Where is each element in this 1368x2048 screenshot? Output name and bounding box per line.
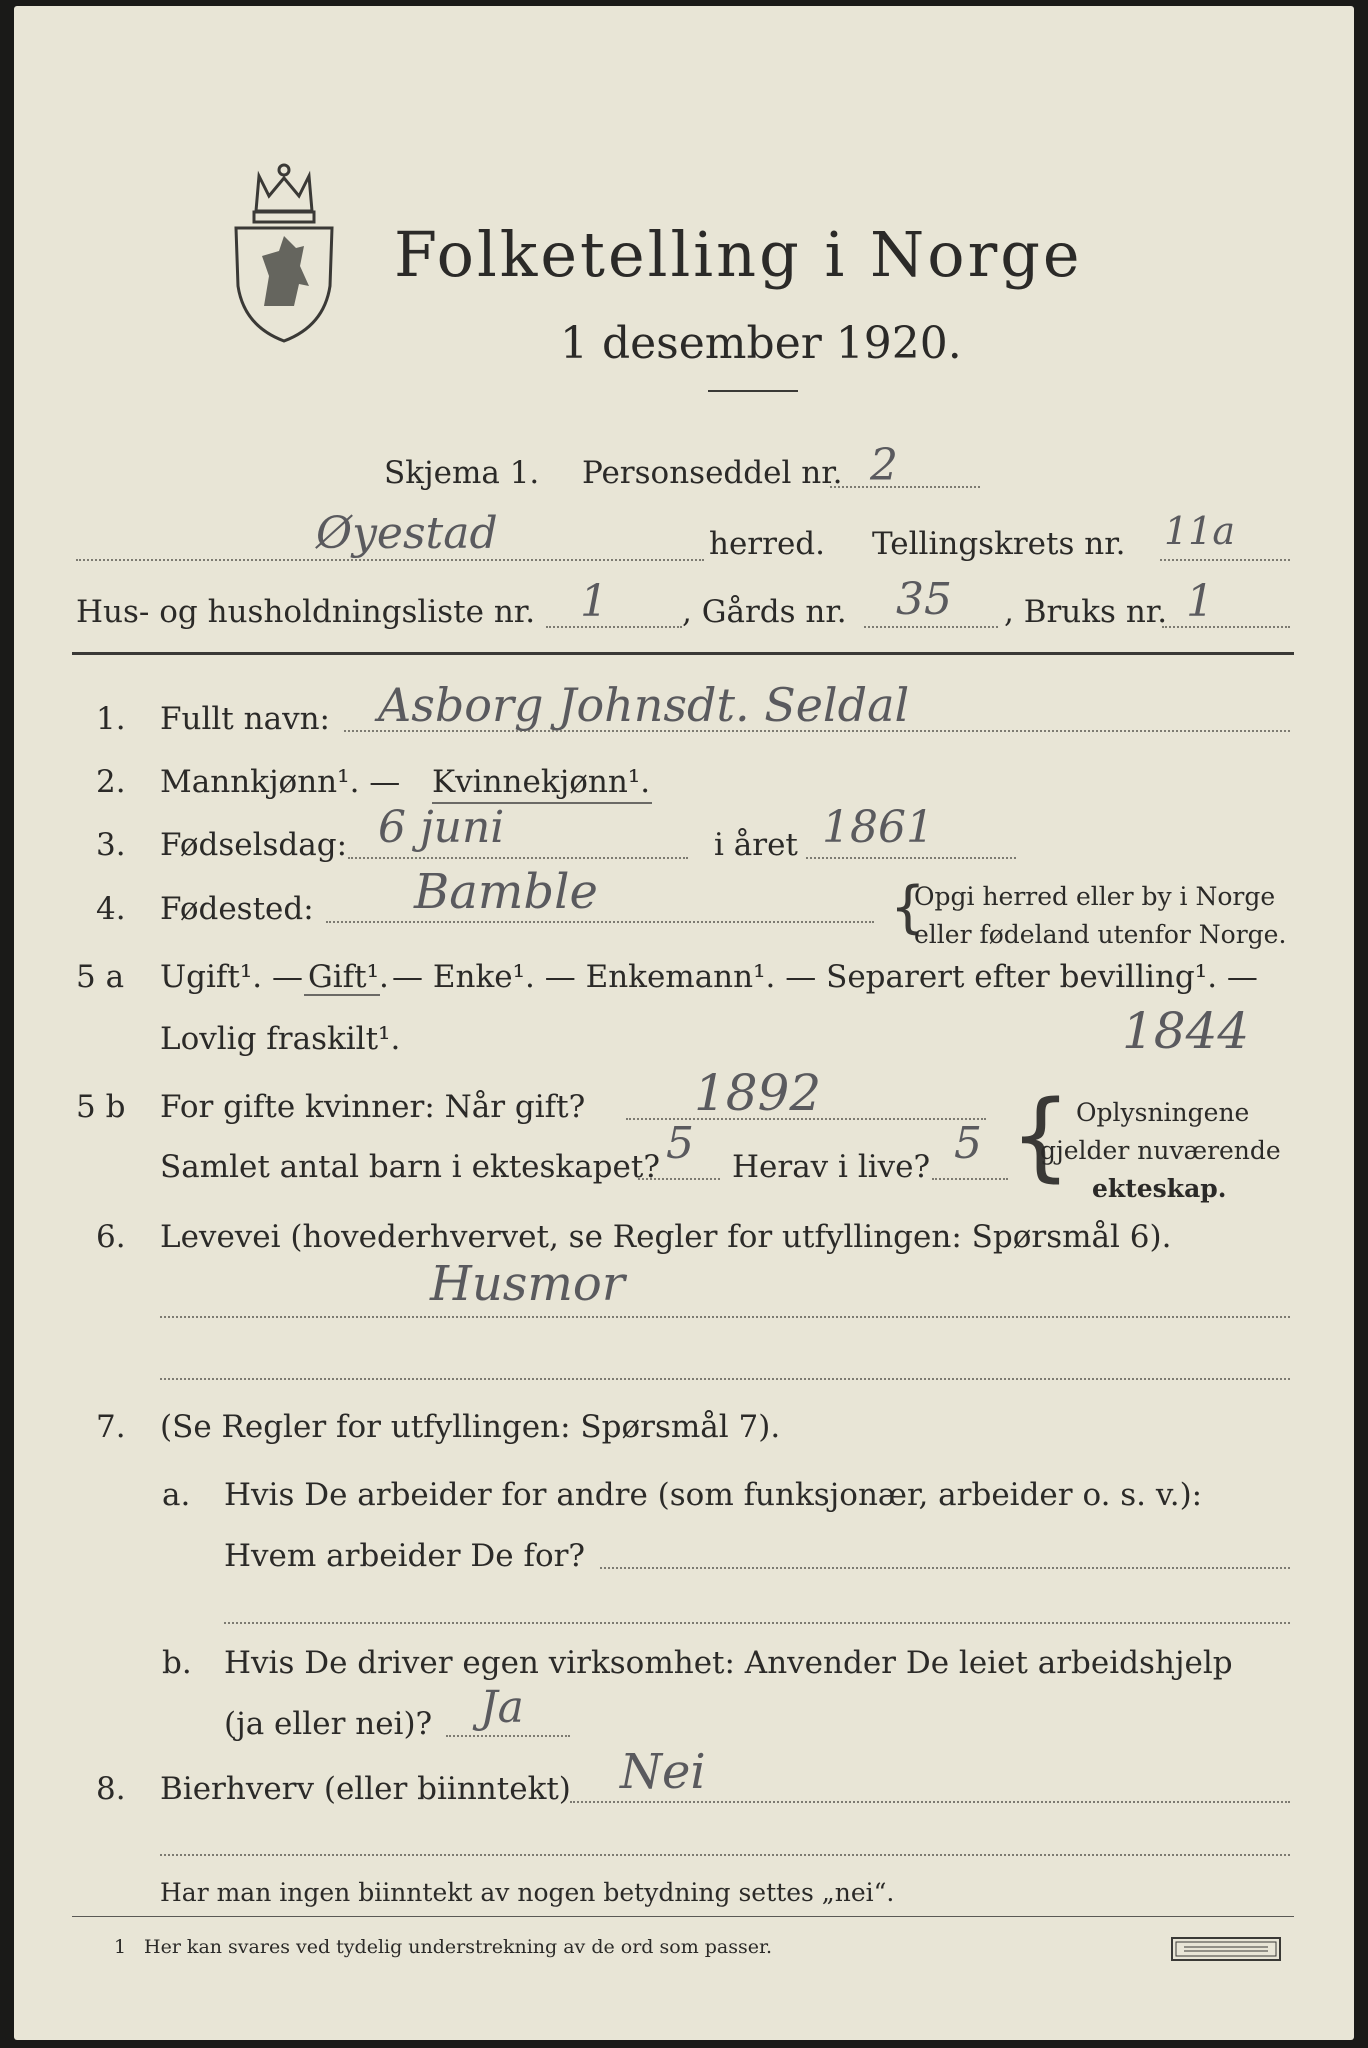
birthday-field[interactable] xyxy=(348,857,688,859)
q4-note-line2: eller fødeland utenfor Norge. xyxy=(914,920,1287,949)
side-income-field-line2[interactable] xyxy=(160,1854,1290,1856)
personseddel-field[interactable] xyxy=(830,486,980,488)
q5b-barn-label: Samlet antal barn i ekteskapet? xyxy=(160,1149,660,1185)
q7-label: (Se Regler for utfyllingen: Spørsmål 7). xyxy=(160,1409,781,1445)
q7b-line1: Hvis De driver egen virksomhet: Anvender De leiet arbeidshjelp xyxy=(224,1645,1233,1681)
q7a-line2: Hvem arbeider De for? xyxy=(224,1538,586,1574)
tellingskrets-label: Tellingskrets nr. xyxy=(872,526,1126,562)
q5a-ugift: Ugift¹. — xyxy=(160,959,303,995)
q1-number: 1. xyxy=(96,701,126,737)
biinntekt-note: Har man ingen biinntekt av nogen betydning settes „nei“. xyxy=(160,1878,895,1907)
children-total-value: 5 xyxy=(666,1118,694,1169)
footnote-mark: 1 xyxy=(114,1936,127,1958)
side-income-field[interactable] xyxy=(570,1801,1290,1803)
bruks-label: , Bruks nr. xyxy=(1004,594,1168,630)
q8-number: 8. xyxy=(96,1771,126,1807)
q6-label: Levevei (hovederhvervet, se Regler for utfyllingen: Spørsmål 6). xyxy=(160,1219,1172,1255)
gift-underline xyxy=(304,994,380,996)
gards-value: 35 xyxy=(896,574,952,625)
q4-label: Fødested: xyxy=(160,891,314,927)
occupation-value: Husmor xyxy=(430,1256,625,1312)
q5a-gift: Gift¹. xyxy=(308,959,389,995)
q4-number: 4. xyxy=(96,891,126,927)
q5b-number: 5 b xyxy=(76,1089,126,1125)
birth-year-value: 1861 xyxy=(822,802,934,853)
herred-value: Øyestad xyxy=(316,508,498,559)
q2-kvinnekjonn: Kvinnekjønn¹. xyxy=(432,764,651,800)
employer-field-line2[interactable] xyxy=(224,1622,1290,1624)
q5b-note-line3: ekteskap. xyxy=(1092,1174,1227,1203)
herred-label: herred. xyxy=(709,526,825,562)
tellingskrets-field[interactable] xyxy=(1160,559,1290,561)
gards-field[interactable] xyxy=(864,626,998,628)
form-date: 1 desember 1920. xyxy=(560,318,962,369)
q4-brace: { xyxy=(890,875,926,940)
tellingskrets-value: 11a xyxy=(1164,509,1236,553)
q5a-number: 5 a xyxy=(76,959,125,995)
q3-label: Fødselsdag: xyxy=(160,827,348,863)
bruks-value: 1 xyxy=(1186,576,1214,627)
footnote-text: Her kan svares ved tydelig understrekning av de ord som passer. xyxy=(144,1936,773,1958)
hus-field[interactable] xyxy=(546,626,682,628)
hired-help-field[interactable] xyxy=(446,1735,570,1737)
bruks-field[interactable] xyxy=(1162,626,1290,628)
personseddel-label: Personseddel nr. xyxy=(582,455,843,491)
q5b-note-line2: gjelder nuværende xyxy=(1040,1136,1281,1165)
occupation-field-line2[interactable] xyxy=(160,1378,1290,1380)
q2-number: 2. xyxy=(96,764,126,800)
q3-number: 3. xyxy=(96,827,126,863)
hired-help-value: Ja xyxy=(480,1682,524,1733)
q2-mannkjonn: Mannkjønn¹. — xyxy=(160,764,401,800)
q1-label: Fullt navn: xyxy=(160,701,330,737)
header-divider xyxy=(72,652,1294,655)
full-name-value: Asborg Johnsdt. Seldal xyxy=(378,678,910,732)
married-year-value: 1892 xyxy=(694,1064,822,1122)
q7a-letter: a. xyxy=(162,1477,191,1513)
children-alive-field[interactable] xyxy=(932,1178,1008,1180)
form-title: Folketelling i Norge xyxy=(394,218,1083,291)
q7-number: 7. xyxy=(96,1409,126,1445)
q5a-rest: — Enke¹. — Enkemann¹. — Separert efter bevilling¹. — xyxy=(392,959,1258,995)
skjema-label: Skjema 1. xyxy=(384,455,540,491)
side-income-value: Nei xyxy=(620,1744,706,1800)
q5a-line2: Lovlig fraskilt¹. xyxy=(160,1021,401,1057)
birthplace-field[interactable] xyxy=(326,921,874,923)
personseddel-value: 2 xyxy=(870,440,898,491)
q7a-line1: Hvis De arbeider for andre (som funksjonær, arbeider o. s. v.): xyxy=(224,1477,1203,1513)
birthplace-value: Bamble xyxy=(414,864,598,920)
q5b-label: For gifte kvinner: Når gift? xyxy=(160,1089,586,1125)
q5a-extra-value: 1844 xyxy=(1122,1002,1250,1060)
q5b-note-line1: Oplysningene xyxy=(1076,1098,1250,1127)
hus-value: 1 xyxy=(580,576,608,627)
gards-label: , Gårds nr. xyxy=(682,594,847,630)
employer-field-line1[interactable] xyxy=(600,1567,1290,1569)
title-divider xyxy=(708,390,798,392)
children-total-field[interactable] xyxy=(638,1178,720,1180)
norway-coat-of-arms-icon xyxy=(224,156,344,346)
q6-number: 6. xyxy=(96,1219,126,1255)
q5b-brace: { xyxy=(1010,1080,1072,1192)
birth-year-field[interactable] xyxy=(806,857,1016,859)
q7b-letter: b. xyxy=(162,1645,192,1681)
printer-stamp-icon xyxy=(1170,1936,1282,1962)
children-alive-value: 5 xyxy=(954,1118,982,1169)
hus-label: Hus- og husholdningsliste nr. xyxy=(76,594,536,630)
footnote-divider xyxy=(72,1916,1294,1917)
q4-note-line1: Opgi herred eller by i Norge xyxy=(914,882,1276,911)
q8-label: Bierhverv (eller biinntekt) xyxy=(160,1771,571,1807)
birthday-value: 6 juni xyxy=(378,802,505,853)
q7b-line2: (ja eller nei)? xyxy=(224,1706,433,1742)
q3-year-label: i året xyxy=(714,827,798,863)
herred-field[interactable] xyxy=(76,559,704,561)
census-form-paper xyxy=(14,6,1354,2040)
q5b-live-label: Herav i live? xyxy=(732,1149,931,1185)
occupation-field-line1[interactable] xyxy=(160,1316,1290,1318)
